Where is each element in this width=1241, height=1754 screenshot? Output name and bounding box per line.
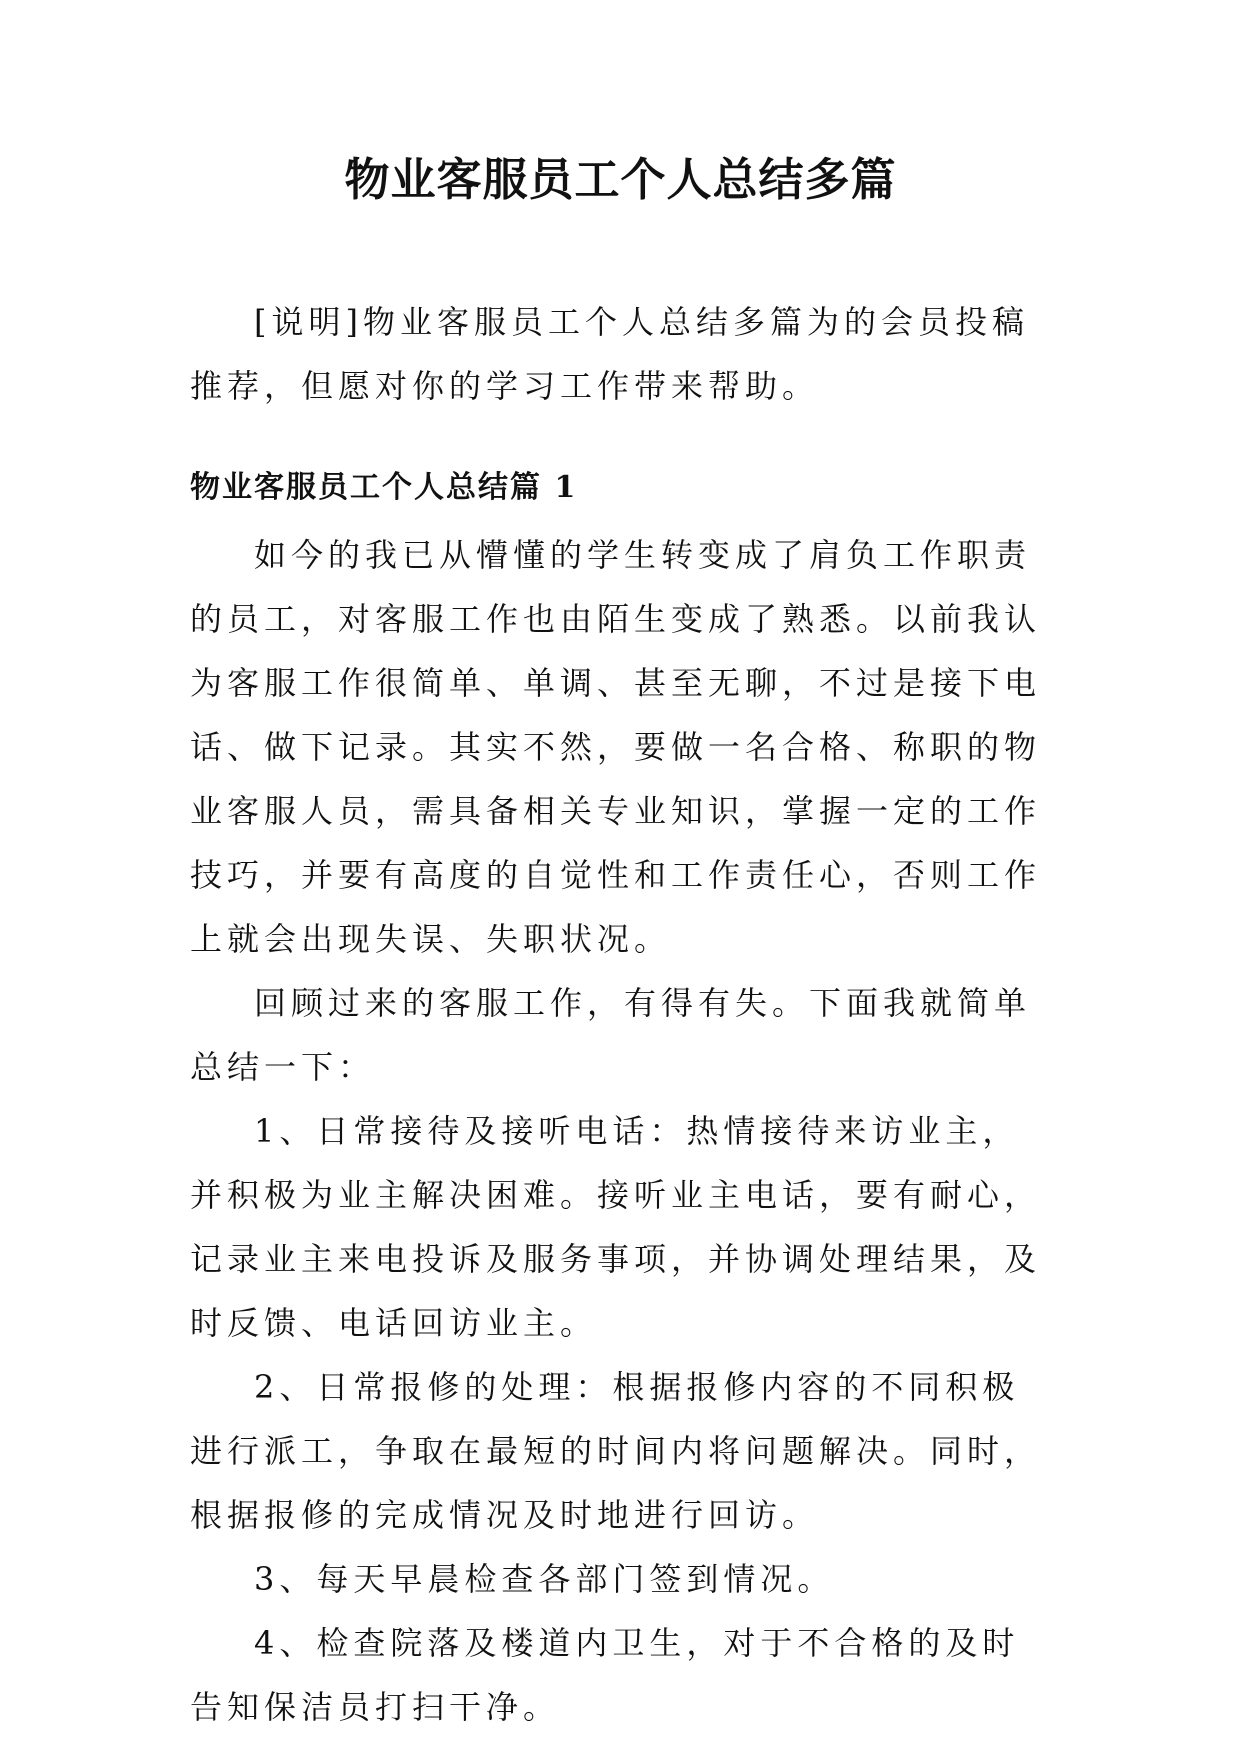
intro-paragraph: [说明]物业客服员工个人总结多篇为的会员投稿推荐，但愿对你的学习工作带来帮助。 — [190, 303, 1029, 405]
list-item-paragraph: 4、检查院落及楼道内卫生，对于不合格的及时告知保洁员打扫干净。 — [190, 1624, 1020, 1726]
document-title: 物业客服员工个人总结多篇 — [344, 153, 897, 206]
body-paragraph: 回顾过来的客服工作，有得有失。下面我就简单总结一下： — [190, 984, 1032, 1086]
section-heading: 物业客服员工个人总结篇 1 — [190, 470, 578, 505]
list-item-paragraph: 2、日常报修的处理：根据报修内容的不同积极进行派工，争取在最短的时间内将问题解决。同时，根据报修的完成情况及时地进行回访。 — [190, 1368, 1042, 1534]
main-body — [190, 523, 1050, 1739]
list-item-paragraph: 3、每天早晨检查各部门签到情况。 — [254, 1560, 835, 1598]
list-item-paragraph: 1、日常接待及接听电话：热情接待来访业主，并积极为业主解决困难。接听业主电话，要有耐心，记录业主来电投诉及服务事项，并协调处理结果，及时反馈、电话回访业主。 — [190, 1112, 1042, 1342]
body-paragraph: 如今的我已从懵懂的学生转变成了肩负工作职责的员工，对客服工作也由陌生变成了熟悉。以前我认为客服工作很简单、单调、甚至无聊，不过是接下电话、做下记录。其实不然，要做一名合格、称职的物业客服人员，需具备相关专业知识，掌握一定的工作技巧，并要有高度的自觉性和工作责任心，否则工作上就会出现失误、失职状况。 — [190, 536, 1042, 958]
intro-block — [190, 290, 1050, 418]
